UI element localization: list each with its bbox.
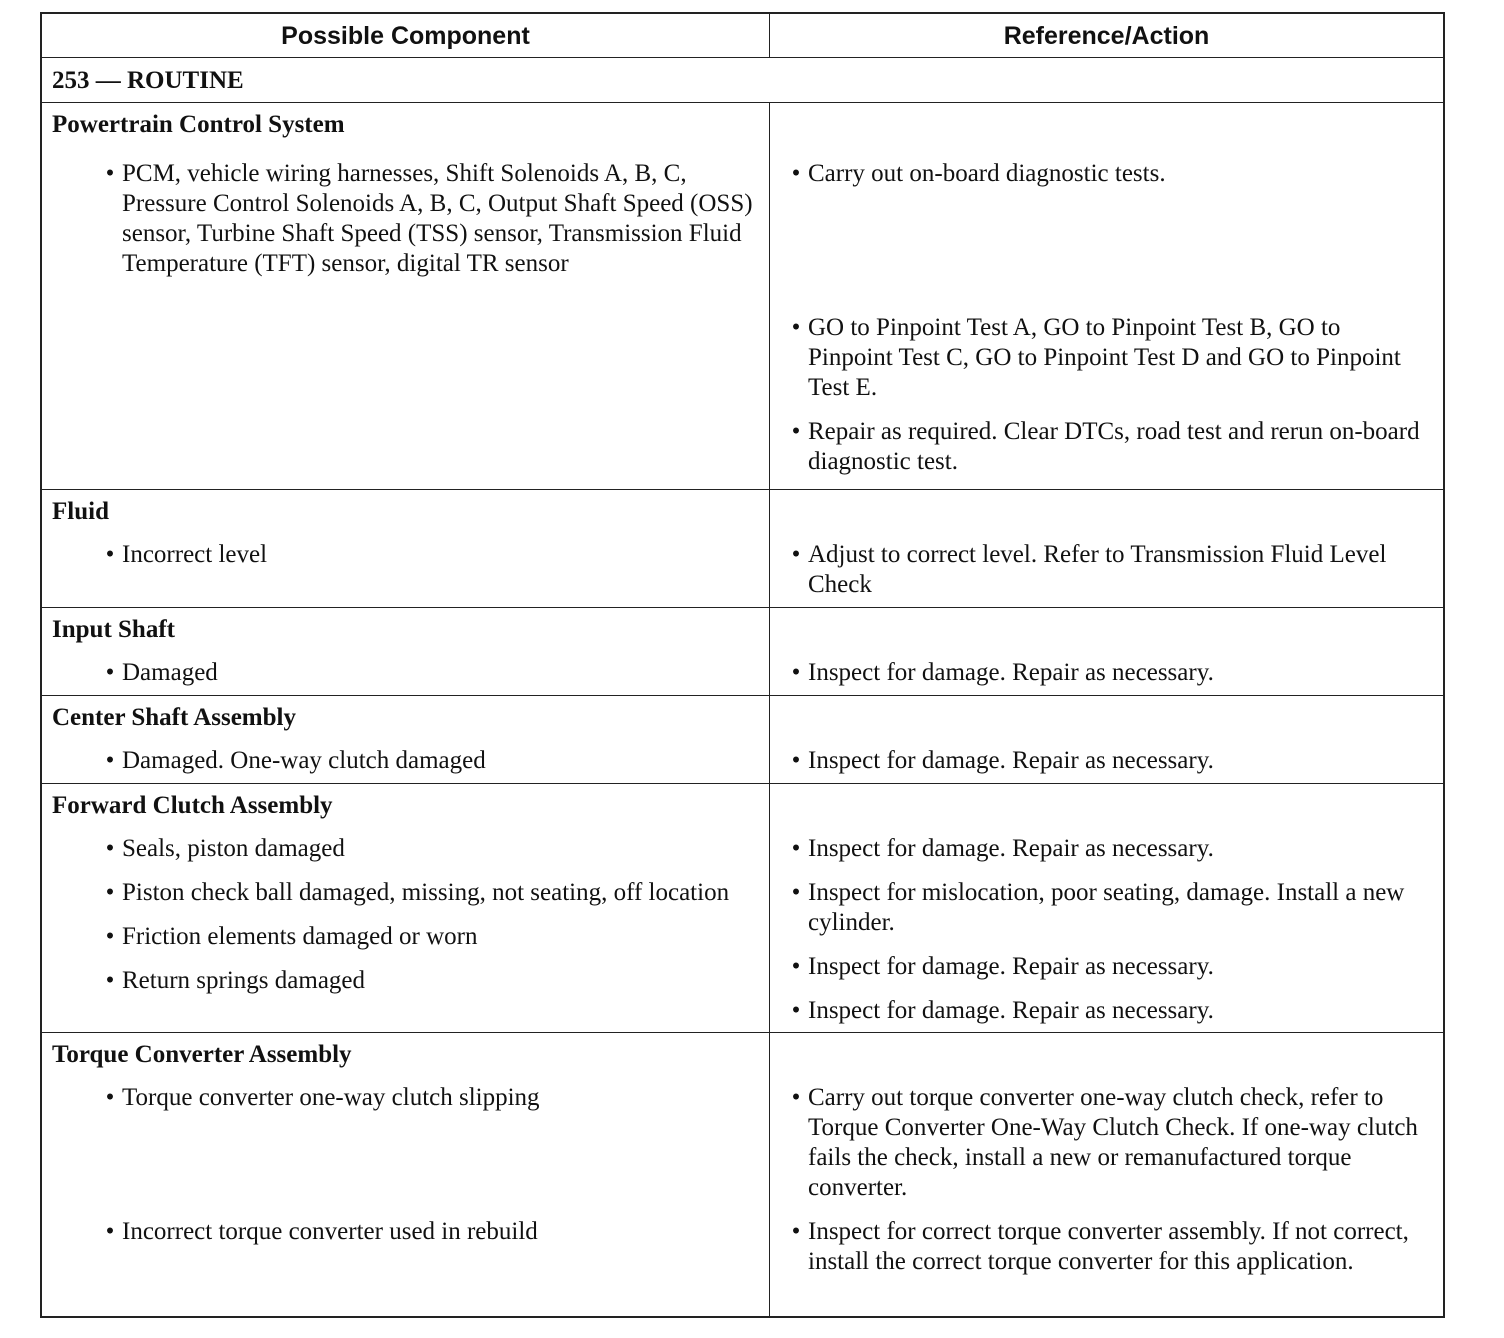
bullet-icon: • [791,541,801,568]
bullet-icon: • [791,997,801,1024]
component-text: Seals, piston damaged [122,835,345,862]
action-item [780,658,1433,688]
bullet-icon: • [105,160,115,187]
action-text: Inspect for damage. Repair as necessary. [808,747,1214,774]
action-item [780,996,1433,1026]
action-text: Carry out torque converter one-way clutch check, refer to Torque Converter One-Way Clutch Check. If one-way clutch fails the check, install a new or remanufactured torque converter. [808,1084,1418,1201]
component-cell [42,1033,770,1316]
action-text: Inspect for mislocation, poor seating, damage. Install a new cylinder. [808,879,1405,936]
section-title: Fluid [52,498,109,525]
section-row [42,1033,1443,1316]
bullet-icon: • [791,747,801,774]
action-cell [770,490,1443,607]
component-item [52,1083,759,1113]
bullet-icon: • [791,953,801,980]
section-row [42,784,1443,1033]
action-item [780,834,1433,864]
component-text: Incorrect torque converter used in rebuild [122,1218,538,1245]
section-row [42,608,1443,696]
section-title: Forward Clutch Assembly [52,792,333,819]
bullet-icon: • [791,1218,801,1245]
bullet-icon: • [791,879,801,906]
routine-code-label: 253 — ROUTINE [52,67,244,94]
action-item [780,313,1433,403]
action-cell [770,103,1443,489]
action-text: Inspect for damage. Repair as necessary. [808,997,1214,1024]
component-cell [42,696,770,783]
action-text: Inspect for damage. Repair as necessary. [808,835,1214,862]
action-cell [770,608,1443,695]
bullet-icon: • [105,835,115,862]
bullet-icon: • [105,1218,115,1245]
action-text: Inspect for correct torque converter assembly. If not correct, install the correct torque converter for this application. [808,1218,1409,1275]
bullet-icon: • [105,541,115,568]
header-reference-action: Reference/Action [1003,22,1210,50]
action-item [780,417,1433,477]
action-text: GO to Pinpoint Test A, GO to Pinpoint Test B, GO to Pinpoint Test C, GO to Pinpoint Test D and GO to Pinpoint Test E. [808,314,1401,401]
section-title: Center Shaft Assembly [52,704,296,731]
component-text: PCM, vehicle wiring harnesses, Shift Solenoids A, B, C, Pressure Control Solenoids A, B, C, Output Shaft Speed (OSS) sensor, Turbine Shaft Speed (TSS) sensor, Transmission Fluid Temperature (TFT) sensor, digital TR sensor [122,160,753,277]
action-text: Repair as required. Clear DTCs, road test and rerun on-board diagnostic test. [808,418,1420,475]
action-item [780,1083,1433,1203]
component-item [52,878,759,908]
component-text: Return springs damaged [122,967,366,994]
component-text: Damaged [122,659,218,686]
component-text: Friction elements damaged or worn [122,923,478,950]
action-cell [770,784,1443,1032]
component-text: Damaged. One-way clutch damaged [122,747,486,774]
section-row [42,490,1443,608]
table-header-row [42,14,1443,58]
component-item [52,834,759,864]
routine-code-row [42,58,1443,103]
component-cell [42,784,770,1032]
action-item [780,159,1433,189]
bullet-icon: • [791,160,801,187]
action-item [780,878,1433,938]
action-text: Carry out on-board diagnostic tests. [808,160,1166,187]
action-cell [770,1033,1443,1316]
header-possible-component: Possible Component [42,14,770,57]
bullet-icon: • [105,923,115,950]
component-cell [42,490,770,607]
bullet-icon: • [791,418,801,445]
action-item [780,952,1433,982]
bullet-icon: • [791,314,801,341]
diagnosis-table [40,12,1445,1318]
bullet-icon: • [791,835,801,862]
action-item [780,540,1433,600]
section-title: Torque Converter Assembly [52,1041,352,1068]
section-row [42,696,1443,784]
section-title: Powertrain Control System [52,111,345,138]
section-row [42,103,1443,490]
component-text: Torque converter one-way clutch slipping [122,1084,540,1111]
component-item [52,966,759,996]
action-item [780,746,1433,776]
component-item [52,540,759,570]
component-cell [42,103,770,489]
component-item [52,922,759,952]
bullet-icon: • [105,659,115,686]
bullet-icon: • [105,747,115,774]
component-cell [42,608,770,695]
action-cell [770,696,1443,783]
bullet-icon: • [105,1084,115,1111]
action-text: Adjust to correct level. Refer to Transmission Fluid Level Check [808,541,1387,598]
component-item [52,1217,759,1247]
component-item [52,658,759,688]
component-text: Piston check ball damaged, missing, not seating, off location [122,879,730,906]
component-text: Incorrect level [122,541,268,568]
component-item [52,746,759,776]
component-item [52,159,759,279]
action-text: Inspect for damage. Repair as necessary. [808,953,1214,980]
action-text: Inspect for damage. Repair as necessary. [808,659,1214,686]
bullet-icon: • [791,659,801,686]
bullet-icon: • [105,967,115,994]
bullet-icon: • [105,879,115,906]
action-item [780,1217,1433,1277]
bullet-icon: • [791,1084,801,1111]
section-title: Input Shaft [52,616,175,643]
